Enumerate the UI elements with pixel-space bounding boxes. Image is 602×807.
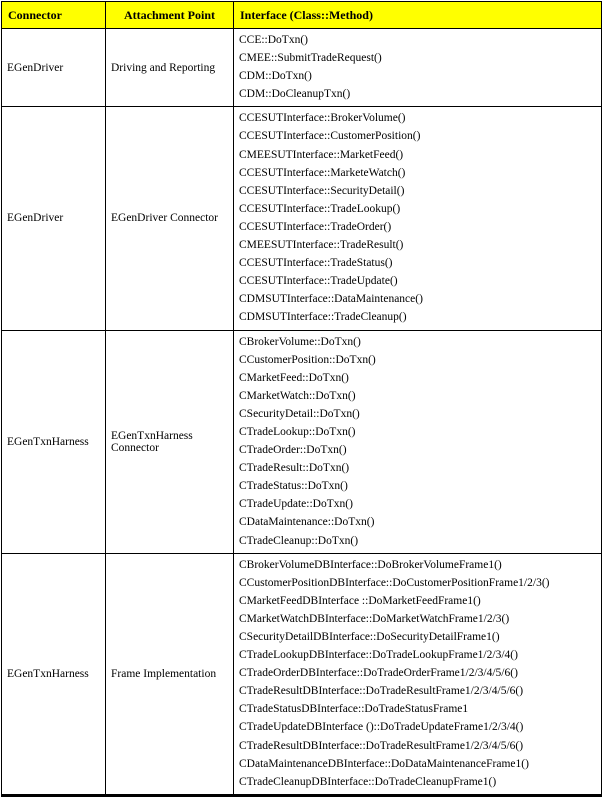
table-row: [2, 29, 602, 107]
header-connector: Connector: [2, 2, 106, 29]
header-row: [2, 2, 602, 29]
method-entry: CSecurityDetailDBInterface::DoSecurityDetailFrame1(): [239, 631, 500, 643]
method-entry: CBrokerVolumeDBInterface::DoBrokerVolumeFrame1(): [239, 558, 502, 571]
method-entry: CTradeResult::DoTxn(): [239, 462, 350, 475]
method-entry: CDataMaintenance::DoTxn(): [239, 516, 375, 529]
method-entry: CCESUTInterface::BrokerVolume(): [239, 112, 406, 125]
method-entry: CTradeUpdate::DoTxn(): [239, 498, 353, 511]
attachment-point-cell: EGenTxnHarness Connector: [106, 330, 234, 553]
connector-cell: EGenTxnHarness: [2, 553, 106, 795]
method-entry: CCESUTInterface::MarketeWatch(): [239, 166, 406, 179]
interface-methods-cell: [234, 553, 602, 795]
method-entry: CCESUTInterface::TradeStatus(): [239, 257, 393, 270]
attachment-point-cell: Driving and Reporting: [106, 29, 234, 107]
connector-cell: EGenDriver: [2, 29, 106, 107]
method-entry: CTradeCleanup::DoTxn(): [239, 534, 359, 547]
attachment-point-cell: Frame Implementation: [106, 553, 234, 795]
method-entry: CMarketFeedDBInterface ::DoMarketFeedFrame1(): [239, 594, 481, 607]
method-entry: CTradeLookup::DoTxn(): [239, 425, 356, 438]
table-row: [2, 330, 602, 553]
method-entry: CCESUTInterface::TradeOrder(): [239, 220, 392, 233]
method-entry: CCESUTInterface::SecurityDetail(): [239, 184, 405, 197]
method-entry: CDM::DoTxn(): [239, 70, 312, 83]
method-entry: CCESUTInterface::CustomerPosition(): [239, 130, 421, 143]
header-interface: Interface (Class::Method): [234, 2, 602, 29]
method-entry: CMEESUTInterface::MarketFeed(): [239, 148, 404, 161]
method-entry: CDM::DoCleanupTxn(): [239, 88, 351, 101]
method-entry: CTradeResultDBInterface::DoTradeResultFrame1/2/3/4/5/6(): [239, 685, 524, 698]
method-entry: CCESUTInterface::TradeUpdate(): [239, 275, 398, 288]
method-entry: CTradeUpdateDBInterface ()::DoTradeUpdateFrame1/2/3/4(): [239, 721, 524, 734]
connector-cell: EGenTxnHarness: [2, 330, 106, 553]
method-entry: CTradeOrderDBInterface::DoTradeOrderFrame1/2/3/4/5/6(): [239, 667, 518, 680]
method-entry: CSecurityDetail::DoTxn(): [239, 407, 360, 420]
method-entry: CTradeStatusDBInterface::DoTradeStatusFrame1: [239, 703, 469, 716]
interface-methods-cell: [234, 330, 602, 553]
table-row: [2, 553, 602, 795]
method-entry: CTradeStatus::DoTxn(): [239, 480, 348, 493]
method-entry: CTradeLookupDBInterface::DoTradeLookupFrame1/2/3/4(): [239, 649, 518, 662]
interface-methods-cell: [234, 29, 602, 107]
table-row: [2, 107, 602, 330]
method-entry: CCE::DoTxn(): [239, 34, 308, 46]
method-entry: CTradeCleanupDBInterface::DoTradeCleanupFrame1(): [239, 775, 497, 788]
connector-cell: EGenDriver: [2, 107, 106, 330]
attachment-point-cell: EGenDriver Connector: [106, 107, 234, 330]
method-entry: CBrokerVolume::DoTxn(): [239, 335, 361, 348]
method-entry: CMEESUTInterface::TradeResult(): [239, 239, 404, 252]
method-entry: CTradeOrder::DoTxn(): [239, 444, 347, 457]
method-entry: CCustomerPosition::DoTxn(): [239, 353, 376, 366]
method-entry: CDMSUTInterface::TradeCleanup(): [239, 311, 407, 324]
method-entry: CMarketWatch::DoTxn(): [239, 389, 356, 402]
method-entry: CMEE::SubmitTradeRequest(): [239, 52, 382, 65]
method-entry: CCustomerPositionDBInterface::DoCustomerPositionFrame1/2/3(): [239, 576, 550, 589]
method-entry: CMarketWatchDBInterface::DoMarketWatchFrame1/2/3(): [239, 612, 510, 625]
header-attachment-point: Attachment Point: [106, 2, 234, 29]
method-entry: CMarketFeed::DoTxn(): [239, 371, 349, 384]
interface-table: [1, 1, 602, 797]
method-entry: CDMSUTInterface::DataMaintenance(): [239, 293, 423, 306]
method-entry: CDataMaintenanceDBInterface::DoDataMaintenanceFrame1(): [239, 757, 529, 770]
method-entry: CTradeResultDBInterface::DoTradeResultFrame1/2/3/4/5/6(): [239, 739, 524, 752]
method-entry: CCESUTInterface::TradeLookup(): [239, 202, 401, 215]
interface-methods-cell: [234, 107, 602, 330]
